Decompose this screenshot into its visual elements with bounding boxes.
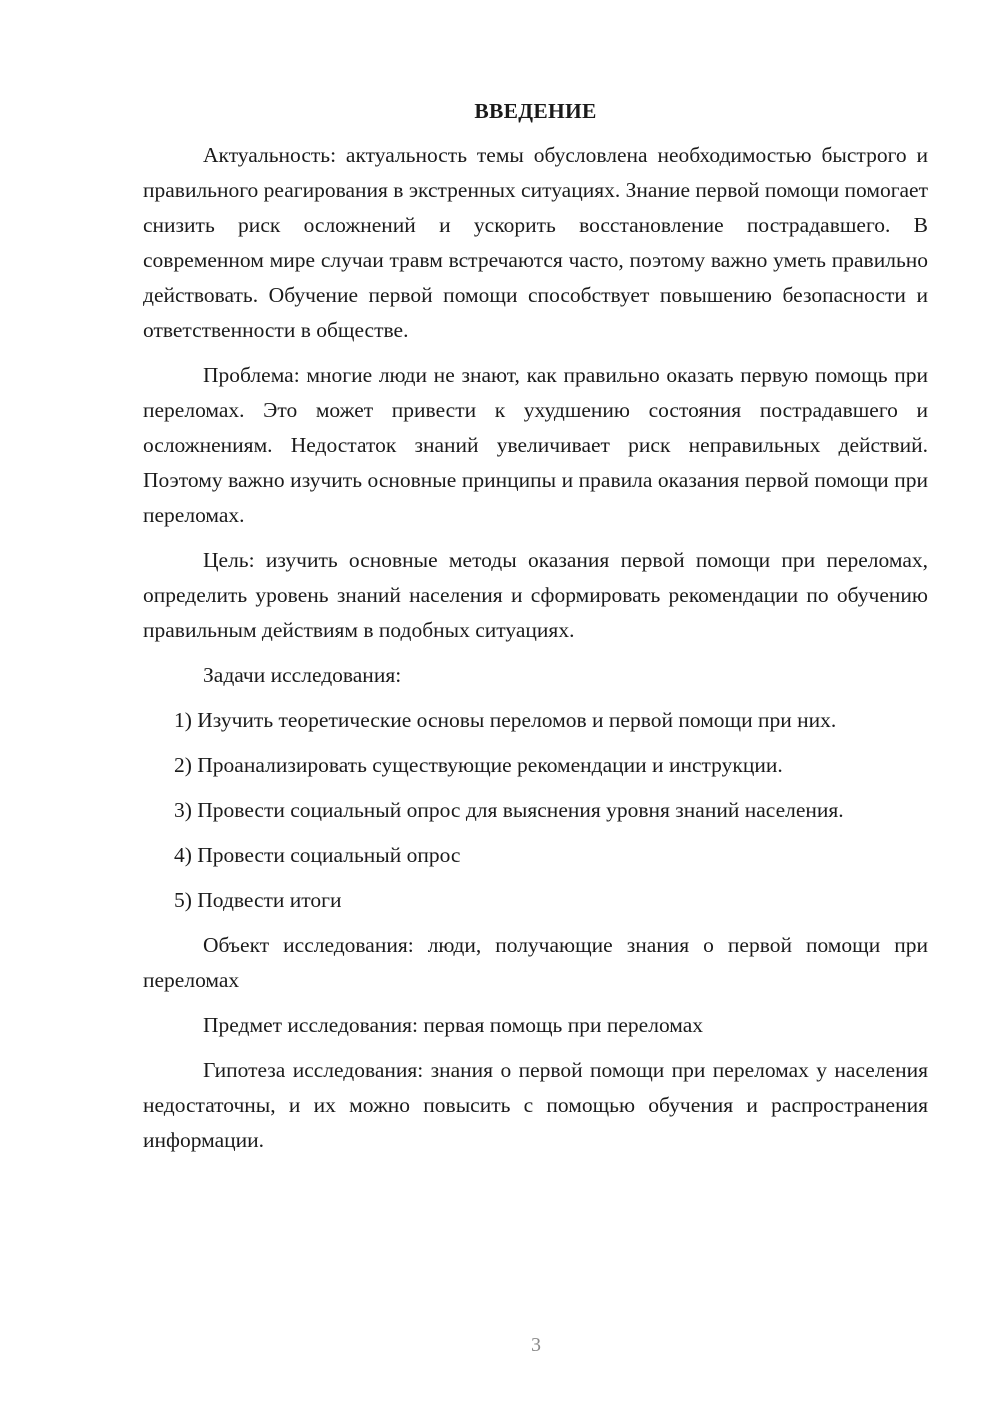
task-item-3: 3) Провести социальный опрос для выяснения уровня знаний населения. [174,798,844,822]
paragraph-goal: Цель: изучить основные методы оказания первой помощи при переломах, определить уровень знаний населения и сформировать рекомендации по обучению правильным действиям в подобных ситуациях. [143,548,928,642]
paragraph-tasks-title: Задачи исследования: [203,663,402,687]
task-item-5: 5) Подвести итоги [174,888,342,912]
paragraph-problem: Проблема: многие люди не знают, как правильно оказать первую помощь при переломах. Это может привести к ухудшению состояния пострадавшего и осложнениям. Недостаток знаний увеличивает риск неправильных действий. Поэтому важно изучить основные принципы и правила оказания первой помощи при переломах. [143,363,928,527]
paragraph-hypothesis: Гипотеза исследования: знания о первой помощи при переломах у населения недостаточны, и их можно повысить с помощью обучения и распространения информации. [143,1058,928,1152]
page-number: 3 [531,1334,541,1356]
task-item-1: 1) Изучить теоретические основы переломов и первой помощи при них. [174,708,837,732]
task-item-4: 4) Провести социальный опрос [174,843,461,867]
paragraph-subject: Предмет исследования: первая помощь при переломах [203,1013,704,1037]
section-heading: ВВЕДЕНИЕ [474,99,597,123]
paragraph-relevance: Актуальность: актуальность темы обусловлена необходимостью быстрого и правильного реагирования в экстренных ситуациях. Знание первой помощи помогает снизить риск осложнений и ускорить восстановление пострадавшего. В современном мире случаи травм встречаются часто, поэтому важно уметь правильно действовать. Обучение первой помощи способствует повышению безопасности и ответственности в обществе. [143,143,928,342]
page-content [143,96,928,1168]
task-item-2: 2) Проанализировать существующие рекомендации и инструкции. [174,753,783,777]
paragraph-object: Объект исследования: люди, получающие знания о первой помощи при переломах [143,933,928,992]
